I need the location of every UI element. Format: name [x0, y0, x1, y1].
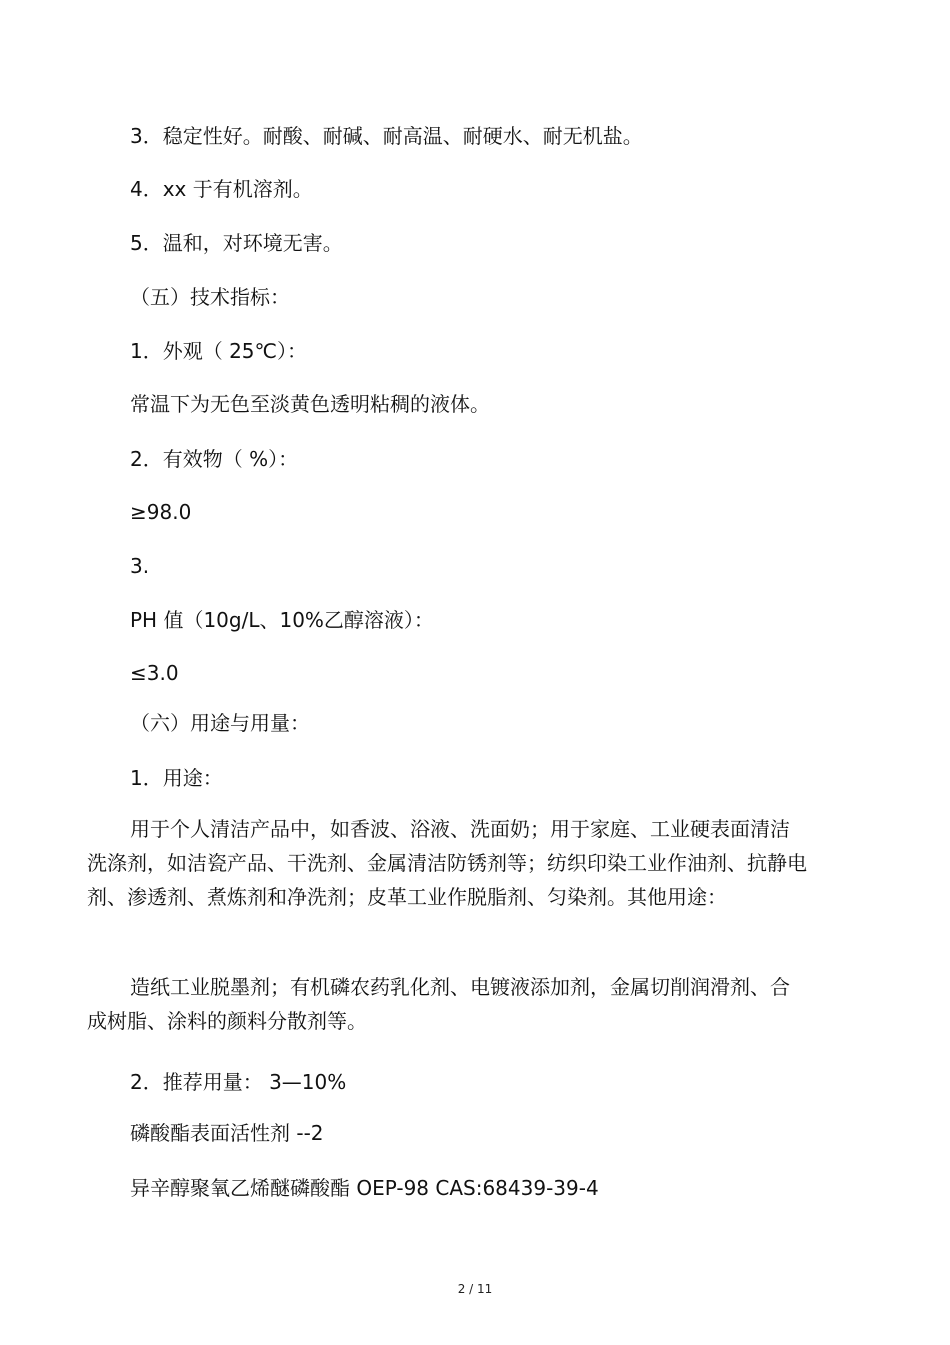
uses-paragraph-1: 用于个人清洁产品中，如香波、浴液、洗面奶；用于家庭、工业硬表面清洁洗涤剂，如洁瓷产品、干洗剂、金属清洁防锈剂等；纺织印染工业作油剂、抗静电剂、渗透剂、煮炼剂和净洗剂；皮革工业作脱脂剂、匀染剂。其他用途： [87, 817, 807, 909]
product-heading: 磷酸酯表面活性剂 --2 [130, 1121, 324, 1145]
spec-active-label: 2．有效物（ %）： [130, 447, 299, 471]
uses-paragraph-2: 造纸工业脱墨剂；有机磷农药乳化剂、电镀液添加剂，金属切削润滑剂、合成树脂、涂料的颜料分散剂等。 [87, 975, 790, 1033]
spec-appearance-label: 1．外观（ 25℃）： [130, 339, 307, 363]
uses-label: 1．用途： [130, 766, 223, 790]
item-mild: 5．温和，对环境无害。 [130, 231, 343, 255]
spec-active-value: ≥98.0 [130, 500, 192, 524]
section-heading-uses: （六）用途与用量： [130, 711, 310, 735]
page-number: 2 / 11 [457, 1282, 493, 1296]
spec-appearance-value: 常温下为无色至淡黄色透明粘稠的液体。 [130, 392, 490, 416]
spec-ph-value: ≤3.0 [130, 661, 179, 685]
dosage-line: 2．推荐用量： 3—10% [130, 1070, 347, 1094]
spec-ph-label: PH 值（10g/L、10%乙醇溶液）： [130, 608, 434, 632]
item-solubility: 4．xx 于有机溶剂。 [130, 177, 313, 201]
item-stability: 3．稳定性好。耐酸、耐碱、耐高温、耐硬水、耐无机盐。 [130, 124, 643, 148]
spec-ph-number: 3. [130, 554, 150, 578]
product-name-cas: 异辛醇聚氧乙烯醚磷酸酯 OEP-98 CAS:68439-39-4 [130, 1176, 599, 1200]
section-heading-specs: （五）技术指标： [130, 285, 290, 309]
